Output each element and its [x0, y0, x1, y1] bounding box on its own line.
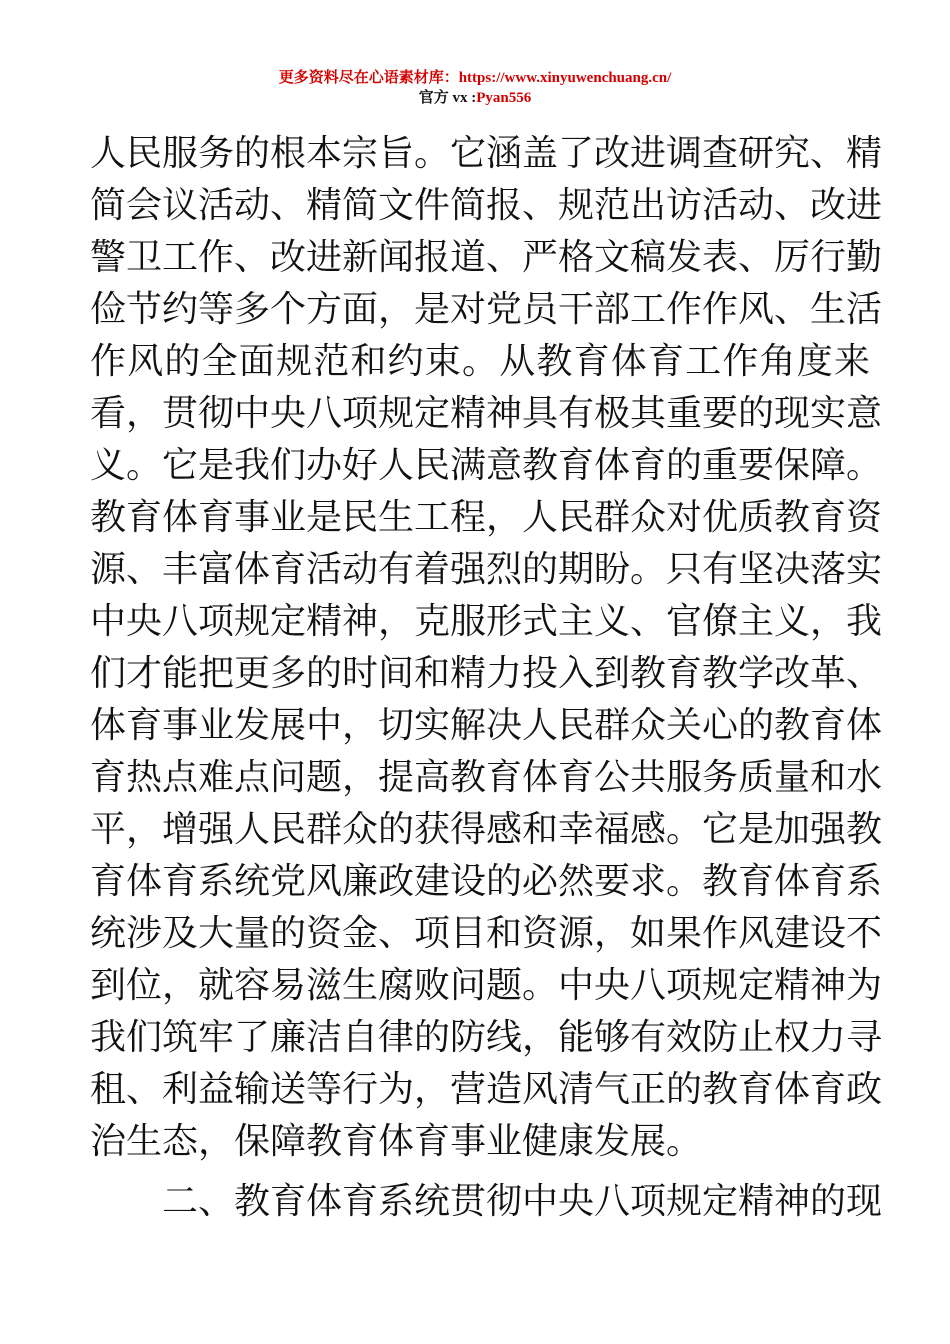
header-contact-id: Pyan556 — [476, 90, 532, 106]
body-line: 俭节约等多个方面，是对党员干部工作作风、生活 — [90, 289, 883, 330]
header-contact-prefix: 官方 vx : — [418, 90, 477, 106]
body-line: 源、丰富体育活动有着强烈的期盼。只有坚决落实 — [90, 549, 883, 590]
body-line: 简会议活动、精简文件简报、规范出访活动、改进 — [90, 185, 883, 226]
body-line: 人民服务的根本宗旨。它涵盖了改进调查研究、精 — [90, 133, 883, 174]
body-line: 平，增强人民群众的获得感和幸福感。它是加强教 — [90, 809, 883, 850]
body-line: 警卫工作、改进新闻报道、严格文稿发表、厉行勤 — [90, 237, 883, 278]
body-line: 们才能把更多的时间和精力投入到教育教学改革、 — [90, 653, 883, 694]
body-line: 看，贯彻中央八项规定精神具有极其重要的现实意 — [90, 393, 883, 434]
body-line: 治生态，保障教育体育事业健康发展。 — [90, 1121, 703, 1162]
page-header — [0, 68, 950, 108]
section-heading: 二、教育体育系统贯彻中央八项规定精神的现 — [162, 1181, 883, 1222]
body-line: 统涉及大量的资金、项目和资源，如果作风建设不 — [90, 913, 883, 954]
body-line: 租、利益输送等行为，营造风清气正的教育体育政 — [90, 1069, 883, 1110]
body-line: 体育事业发展中，切实解决人民群众关心的教育体 — [90, 705, 883, 746]
body-line: 作风的全面规范和约束。从教育体育工作角度来 — [90, 341, 870, 382]
body-line: 中央八项规定精神，克服形式主义、官僚主义，我 — [90, 601, 883, 642]
header-contact-line — [0, 88, 950, 108]
document-body — [90, 128, 883, 1168]
body-line: 教育体育事业是民生工程，人民群众对优质教育资 — [90, 497, 883, 538]
body-line: 到位，就容易滋生腐败问题。中央八项规定精神为 — [90, 965, 883, 1006]
body-line: 育体育系统党风廉政建设的必然要求。教育体育系 — [90, 861, 883, 902]
header-source-line: 更多资料尽在心语素材库：https://www.xinyuwenchuang.cn/ — [278, 70, 672, 86]
body-line: 我们筑牢了廉洁自律的防线，能够有效防止权力寻 — [90, 1017, 883, 1058]
body-line: 育热点难点问题，提高教育体育公共服务质量和水 — [90, 757, 883, 798]
body-line: 义。它是我们办好人民满意教育体育的重要保障。 — [90, 445, 883, 486]
